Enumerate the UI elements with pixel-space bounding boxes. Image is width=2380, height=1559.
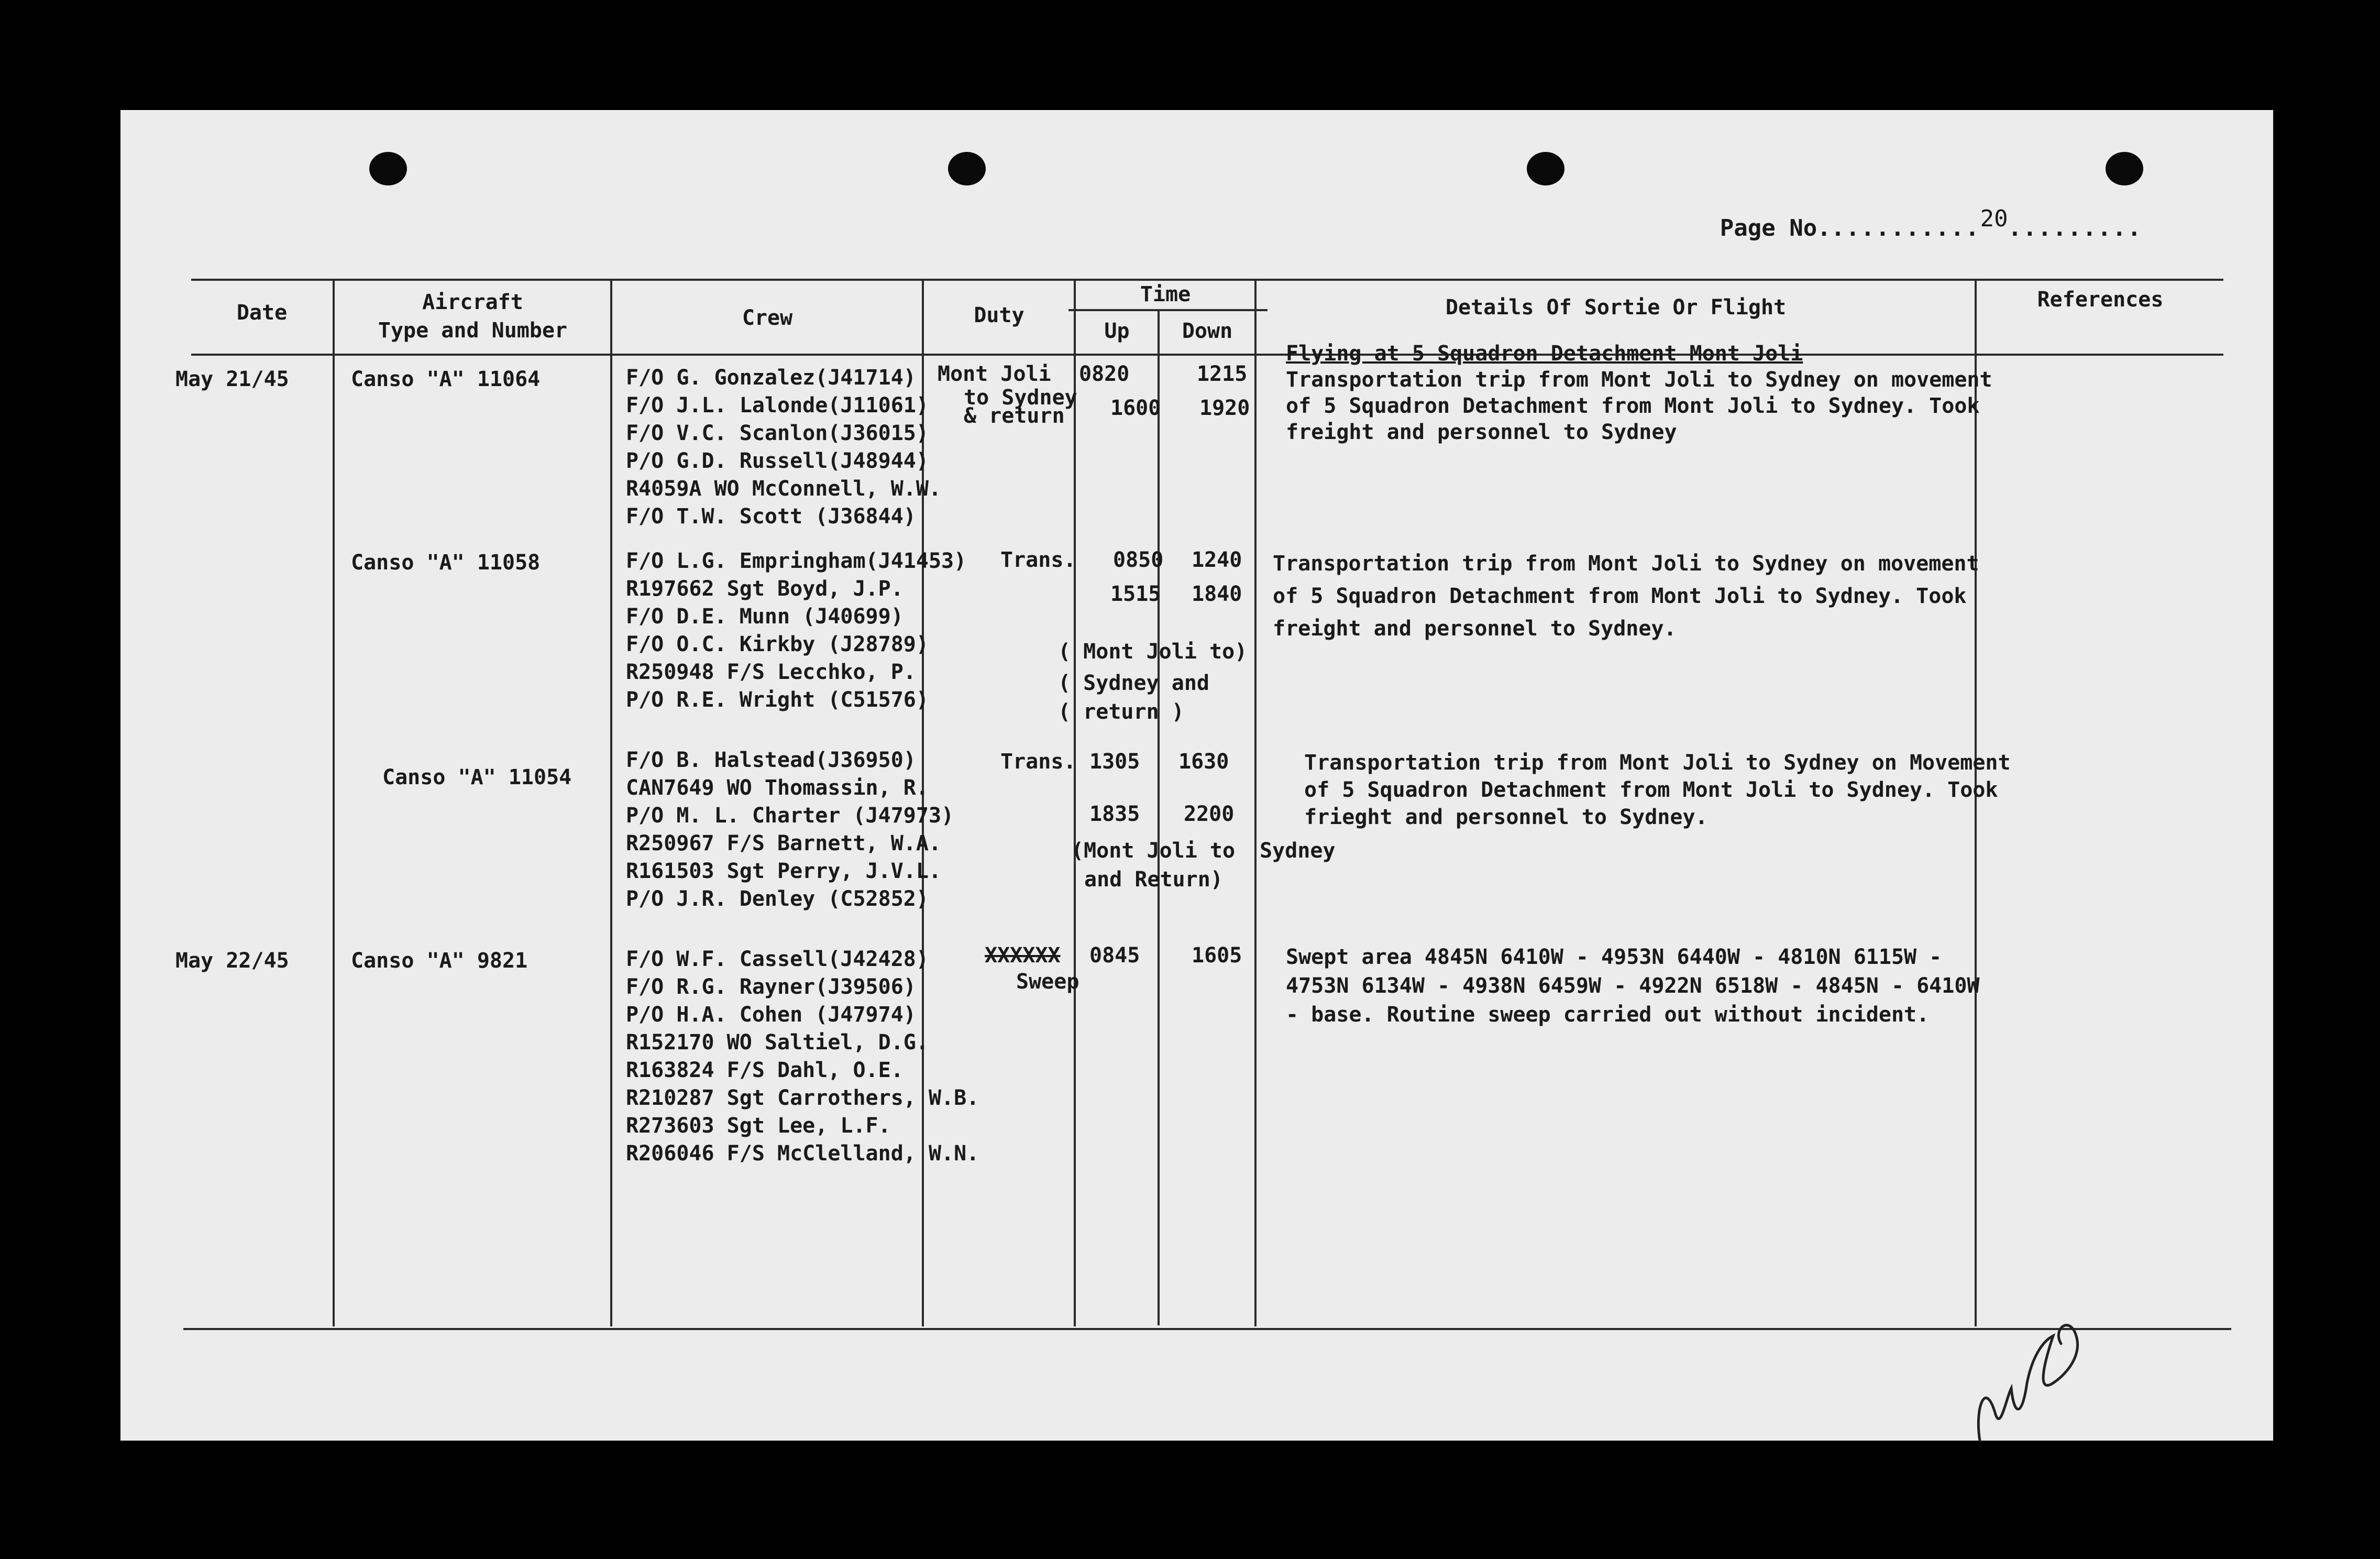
- crew-member: F/O W.F. Cassell(J42428): [626, 947, 929, 971]
- entry-duty: Mont Joli: [938, 362, 1051, 386]
- header-up: Up: [1104, 319, 1130, 343]
- entry-duty: Sweep: [1016, 970, 1079, 994]
- page-number-label: Page No.: [1720, 215, 1831, 241]
- crew-member: P/O H.A. Cohen (J47974): [626, 1003, 916, 1027]
- header-crew: Crew: [742, 306, 793, 330]
- entry-details: Swept area 4845N 6410W - 4953N 6440W - 4810N 6115W - 4753N 6134W - 4938N 6459W - 4922N 6518W - 4845N - 6410W - base. Routine sweep carried out without incident.: [1286, 945, 1980, 1027]
- crew-member: R273603 Sgt Lee, L.F.: [626, 1114, 891, 1138]
- crew-member: F/O R.G. Rayner(J39506): [626, 975, 916, 999]
- punch-hole: [1527, 152, 1564, 185]
- handwritten-initials: [1964, 1294, 2100, 1451]
- entry-down-time: 1840: [1192, 582, 1242, 606]
- entry-aircraft: Canso "A" 11054: [382, 765, 572, 789]
- crew-member: F/O T.W. Scott (J36844): [626, 504, 916, 529]
- crew-member: R206046 F/S McClelland, W.N.: [626, 1141, 979, 1166]
- column-divider: [1158, 309, 1160, 1325]
- entry-duty-struck: XXXXXX: [985, 943, 1061, 968]
- crew-member: R152170 WO Saltiel, D.G.: [626, 1030, 929, 1055]
- page-number-dots: ..........: [1831, 215, 1980, 241]
- header-details: Details Of Sortie Or Flight: [1445, 295, 1787, 320]
- entry-duty: (Mont Joli to: [1071, 839, 1236, 863]
- entry-crew: [626, 364, 941, 531]
- entry-down-time: 1605: [1192, 943, 1242, 968]
- crew-member: P/O R.E. Wright (C51576): [626, 688, 929, 712]
- crew-member: F/O J.L. Lalonde(J11061): [626, 393, 929, 418]
- entry-duty: ( Sydney and: [1058, 671, 1209, 695]
- header-aircraft: [335, 288, 610, 345]
- punch-hole: [948, 152, 986, 185]
- column-divider: [1254, 279, 1257, 1326]
- entry-duty: ( Mont Joli to): [1058, 640, 1248, 664]
- entry-crew: [626, 746, 954, 913]
- crew-member: R210287 Sgt Carrothers, W.B.: [626, 1086, 979, 1110]
- entry-up-time: 1835: [1089, 802, 1140, 826]
- header-down: Down: [1182, 319, 1233, 343]
- crew-member: R197662 Sgt Boyd, J.P.: [626, 577, 903, 601]
- entry-details: Transportation trip from Mont Joli to Sydney on Movement of 5 Squadron Detachment from Mont Joli to Sydney. Took frieght and personnel to Sydney.: [1304, 751, 2011, 829]
- entry-details: Transportation trip from Mont Joli to Sydney on movement of 5 Squadron Detachment from Mont Joli to Sydney. Took freight and personnel to Sydney.: [1273, 552, 1979, 641]
- entry-crew: [626, 547, 966, 714]
- crew-member: P/O J.R. Denley (C52852): [626, 887, 929, 911]
- entry-details: [1286, 341, 1998, 445]
- entry-duty: ( return ): [1058, 700, 1184, 724]
- crew-member: R161503 Sgt Perry, J.V.L.: [626, 859, 942, 883]
- page-number-value: 20: [1980, 205, 2008, 232]
- entry-up-time: 0845: [1089, 943, 1140, 968]
- entry-down-time: 1920: [1199, 396, 1250, 420]
- entry-crew: [626, 946, 979, 1168]
- crew-member: F/O B. Halstead(J36950): [626, 748, 916, 772]
- page-number-dots: .........: [2008, 215, 2142, 241]
- crew-member: F/O L.G. Empringham(J41453): [626, 549, 967, 573]
- entry-down-time: 1630: [1178, 750, 1229, 774]
- time-subheader-rule: [1068, 309, 1268, 311]
- details-heading: Flying at 5 Squadron Detachment Mont Joli: [1286, 342, 1803, 366]
- column-divider: [1074, 279, 1076, 1326]
- punch-hole: [369, 152, 407, 185]
- details-text: Transportation trip from Mont Joli to Sydney on movement of 5 Squadron Detachment from Mont Joli to Sydney. Took freight and personnel to Sydney: [1286, 368, 1992, 444]
- crew-member: R250967 F/S Barnett, W.A.: [626, 831, 942, 855]
- entry-down-time: 1240: [1192, 548, 1242, 572]
- punch-hole: [2106, 152, 2143, 185]
- table-bottom-rule: [183, 1328, 2231, 1330]
- crew-member: CAN7649 WO Thomassin, R.: [626, 776, 929, 800]
- header-aircraft-line1: Aircraft: [422, 290, 523, 314]
- entry-duty: to Sydney: [964, 386, 1077, 410]
- header-date: Date: [236, 301, 288, 325]
- crew-member: R163824 F/S Dahl, O.E.: [626, 1058, 903, 1082]
- header-time: Time: [1140, 282, 1191, 306]
- entry-duty: Trans.: [1000, 750, 1076, 774]
- entry-aircraft: Canso "A" 11058: [351, 551, 541, 575]
- entry-aircraft: Canso "A" 11064: [351, 367, 541, 391]
- entry-date: May 21/45: [175, 367, 289, 391]
- entry-duty: & return: [964, 404, 1065, 428]
- crew-member: P/O G.D. Russell(J48944): [626, 449, 929, 473]
- entry-duty: and Return): [1084, 868, 1223, 892]
- header-aircraft-line2: Type and Number: [378, 319, 568, 343]
- entry-up-time: 1515: [1110, 582, 1161, 606]
- crew-member: P/O M. L. Charter (J47973): [626, 804, 954, 828]
- signature-stroke: [1978, 1325, 2077, 1441]
- entry-up-time: 0820: [1079, 362, 1130, 386]
- log-page: [120, 110, 2273, 1441]
- header-duty: Duty: [974, 303, 1024, 327]
- crew-member: F/O D.E. Munn (J40699): [626, 605, 903, 629]
- column-divider: [610, 279, 612, 1326]
- crew-member: F/O V.C. Scanlon(J36015): [626, 421, 929, 445]
- header-references: References: [2037, 288, 2164, 312]
- page-number: [1720, 205, 2142, 241]
- entry-up-time: 0850: [1113, 548, 1164, 572]
- entry-up-time: 1600: [1110, 396, 1161, 420]
- crew-member: R4059A WO McConnell, W.W.: [626, 477, 942, 501]
- crew-member: R250948 F/S Lecchko, P.: [626, 660, 916, 684]
- crew-member: F/O O.C. Kirkby (J28789): [626, 632, 929, 656]
- entry-details-extra: Sydney: [1260, 839, 1336, 863]
- crew-member: F/O G. Gonzalez(J41714): [626, 366, 916, 390]
- entry-aircraft: Canso "A" 9821: [351, 949, 528, 973]
- entry-up-time: 1305: [1089, 750, 1140, 774]
- entry-down-time: 1215: [1197, 362, 1248, 386]
- entry-date: May 22/45: [175, 949, 289, 973]
- entry-duty: Trans.: [1000, 548, 1076, 572]
- column-divider: [333, 279, 335, 1326]
- entry-down-time: 2200: [1184, 802, 1235, 826]
